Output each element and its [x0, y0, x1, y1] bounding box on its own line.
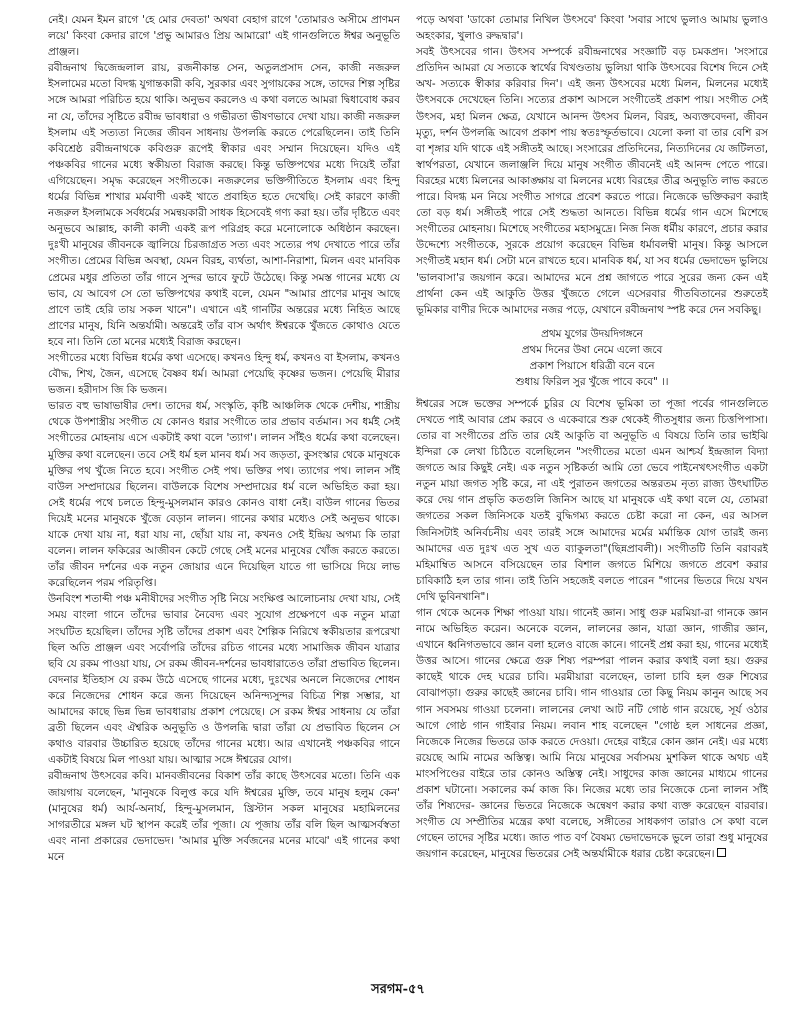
- paragraph: ঈশ্বরের সঙ্গে ভক্তের সম্পর্কে চুরির যে বিশেষ ভূমিকা তা পূজা পর্বের গানগুলিতে দেখতে পাই আবার প্রেম করবে ও একেবারে শুরু থেকেই গীতসুধার জন্য চিত্তপিপাসা। তোর বা সংগীতের প্রতি তার যেই আকুতি বা অনুভূতি এ বিষয়ে তিনি তার ভাইঝি ইন্দিরা কে লেখা চিঠিতে বলেছিলেন "সংগীতের মতো এমন আশ্চর্য ইন্দ্রজাল বিদ্যা জগতে আর কিছুই নেই। এক নতুন সৃষ্টিকর্তা আমি তো ভেবে পাইনেখৎসংগীত একটা নতুন মায়া জগত সৃষ্টি করে, না এই পুরাতন জগতের অন্তরতম নৃত্য রাজ্য উৎঘাটিত করে দেয় গান প্রভৃতি কতগুলি জিনিস আছে যা মানুষকে এই কথা বলে যে, তোমরা জগতের সকল জিনিসকে যতই বুদ্ধিগম্য করতে চেষ্টা করো না কেন, এর আসল জিনিসটাই অনির্বচনীয় এবং তারই সঙ্গে আমাদের মর্মের মর্মান্তিক যোগ তারই জন্য আমাদের এত দুঃখ এত সুখ এত ব্যাকুলতা"(ছিন্নপ্রাবলী)। সংগীতটি তিনি বরাবরই মহিমাম্বিত আসনে বসিয়েছেন তার বিশাল জগতে মিশিয়ে জগতে প্রবেশ করার চাবিকাঠি হল তার গান। তাই তিনি সহজেই বলতে পারেন "গানের ভিতরে দিয়ে যখন দেখি ভুবিনখানি"।: [416, 397, 768, 603]
- poem-line: প্রথম যুগের উদয়দিগঙ্গনে: [541, 327, 643, 340]
- paragraph: সবই উৎসবের গান। উৎসব সম্পর্কে রবীন্দ্রনাথের সংজ্ঞাটি বড় চমকপ্রদ। 'সংসারে প্রতিদিন আমরা যে সত্যকে স্বার্থের বিখণ্ডতায় ভুলিয়া থাকি উৎসবের বিশেষ দিনে সেই অখ- সত্যকে স্বীকার করিবার দিন'। এই জন্য উৎসবের মধ্যে মিলন, মিলনের মধ্যেই উৎসবকে দেখেছেন তিনি। সত্যের প্রকাশ আসলে সংগীতেই প্রকাশ পায়। সংগীত সেই উৎসব, মহা মিলন ক্ষেত্র, যেখানে আনন্দ উৎসব মিলন, বিরহ, অব্যক্তবেদনা, জীবন মৃত্যু, দর্শন উপলব্ধি আবেগ প্রকাশ পায় স্বতঃস্ফূর্তভাবে। যেলো কলা বা তার বেশি রস বা শৃঙ্গার যদি থাকে এই সঙ্গীতই আছে। সংসারের প্রতিদিনের, নিত্যদিনের যে জটিলতা, স্বার্থপরতা, যেখানে জলাঞ্জলি দিয়ে মানুষ সংগীত জীবনেই এই আনন্দ পেতে পারে। বিরহের মধ্যে মিলনের আকাঙ্ক্ষায় বা মিলনের মধ্যে বিরহের তীব্র অনুভূতি লাভ করতে পারে। বিদগ্ধ মন নিয়ে সংগীত সাগরে প্রবেশ করতে পারে। নিজেকে ভক্তিকরণ করাই তো বড় ধর্ম। সঙ্গীতই পারে সেই শুদ্ধতা আনতে। বিভিন্ন ধর্মের গান এসে মিশেছে সংগীতের মোহনায়। মিশেছে সংগীতের মহাসমুদ্রে। নিজ নিজ ধর্মীয় কারণে, প্রচার করার উদ্দেশ্যে সংগীতকে, সুরকে প্রয়োগ করেছেন বিভিন্ন ধর্মাবলম্বী মানুষ। কিন্তু আসলে সংগীতই মহান ধর্ম। সেটা মনে রাখতে হবে। মানবিক ধর্ম, যা সব ধর্মের ভেদাভেদ ভুলিয়ে 'ভালবাসা'র জয়গান করে। আমাদের মনে প্রশ্ন জাগতে পারে সুরের জন্য কেন এই প্রার্থনা কেন এই আকুতি উত্তর খুঁজতে গেলে এসেরবার গীতবিতানের শুরুতেই ভূমিকার বাণীর দিকে আমাদের নজর পড়ে, যেখানে রবীন্দ্রনাথ স্পষ্ট করে দেন সবকিছু।: [416, 46, 768, 316]
- paragraph-text: গান থেকে অনেক শিক্ষা পাওয়া যায়। গানেই জ্ঞান। সাধু গুরু মরমিয়া-রা গানকে জ্ঞান নামে অভিহিত করেন। অনেকে বলেন, লালনের জ্ঞান, যাত্রা জ্ঞান, গাজীর জ্ঞান, এখানে ধ্বনিগতভাবে জ্ঞান বলা হলেও বাজে কানে। গানেই প্রশ্ন করা হয়, গানের মধ্যেই উত্তর আসে। গানের ক্ষেত্রে গুরু শিষ্য পরম্পরা পালন করার কথাই বলা হয়। গুরুর কাছেই থাকে দেহ ঘরের চাবি। মরমীয়ারা বলেছেন, তালা চাবি হল গুরু শিষ্যের বোঝাপড়া। গুরুর কাছেই জ্ঞানের চাবি। গান গাওয়ার তো কিছু নিয়ম কানুন আছে সব গান সবসময় গাওয়া চলেনা। লালনের লেখা আট নটি গোষ্ঠ গান রয়েছে, সূর্য ওঠার আগে গোষ্ঠ গান গাইবার নিয়ম। লবান শাহ বলেছেন "গোষ্ঠ হল সাধনের প্রজ্ঞা, নিজেকে নিজের ভিতরে ডাক করতে দেওয়া। দেহের বাইরে কোন জ্ঞান নেই। এর মধ্যে রয়েছে আমি নামের অস্তিত্ব। আমি নিয়ে মানুষের সর্বাসময় মুশকিল থাকে অথচ এই মাংসপিণ্ডের বাইরে তার কোনও অস্তিত্ব নেই। সাধুদের কাজ জ্ঞানের মাধ্যমে গানের প্রকাশ ঘটানো। সকালের কর্ম কাজ কি। নিজের মধ্যে তার নিজেকে চেনা লালন সাঁই তাঁর শিষ্যদের- জ্ঞানের ভিতরে নিজেকে অন্বেষণ করার কথা ব্যক্ত করেছেন বারবার। সংগীত যে সম্প্রীতির মন্ত্রের কথা বলেছে, সঙ্গীতের সাধকগণ তারাও সে কথা বলে গেছেন তাদের সৃষ্টির মধ্যে। জাত পাত বর্ণ বৈষম্য ভেদাভেদকে ভুলে তারা শুধু মানুষের জয়গান করেছেন, মানুষের ভিতরের সেই অন্তর্যামীকে ধরার চেষ্টা করেছেন।: [416, 607, 768, 861]
- paragraph: রবীন্দ্রনাথ উৎসবের কবি। মানবজীবনের বিকাশ তাঁর কাছে উৎসবের মতো। তিনি এক জায়গায় বলেছেন, 'মানুষকে বিলুপ্ত করে যদি ঈশ্বরের মুক্তি, তবে মানুষ হলুম কেন' (মানুষের ধর্ম) আর্য-অনার্য, হিন্দু-মুসলমান, খ্রিস্টান সকল মানুষের মহামিলনের সাগরতীরে মঙ্গল ঘট স্থাপন করেই তাঁর পূজা। যে পূজায় তাঁর বলি ছিল আত্মসর্বস্বতা এবং নানা প্রকারের ভেদাভেদ। 'আমার মুক্তি সর্বজনের মনের মাঝে' এই গানের কথা মনে: [48, 770, 400, 863]
- paragraph: উনবিংশ শতাব্দী পঞ্চ মনীষীদের সংগীত সৃষ্টি নিয়ে সংক্ষিপ্ত আলোচনায় দেখা যায়, সেই সময় বাংলা গানে তাঁদের ভাবার নৈবেদ্য এবং সুযোগ প্রক্ষেপণে এক নতুন মাত্রা সংঘটিত হয়েছিল। তাঁদের সৃষ্টি তাঁদের প্রকাশ এবং শৈল্পিক নিরিখে স্বকীয়তার রূপরেখা ছিল অতি প্রাঞ্জল এবং সর্বোপরি তাঁদের রচিত গানের মধ্যে সামাজিক জীবন যাত্রার ছবি যে রকম পাওয়া যায়, সে রকম জীবন-দর্শনের ভাবধারাতেও তাঁরা প্রভাবিত ছিলেন। বেদনার ইতিহাস যে রকম উঠে এসেছে গানের মধ্যে, দুঃখের অনলে নিজেদের শোধন করে নিজেদের শোধন করে জন্য দিয়েছেন অনিন্দ্যসুন্দর বিচিত্র শিল্প সম্ভার, যা আমাদের কাছে ভিন্ন ভিন্ন ভাবধারায় প্রকাশ পেয়েছে। সে রকম ঈশ্বর সাধনায় যে তাঁরা ব্রতী ছিলেন এবং ঐশ্বরিক অনুভূতি ও উপলব্ধি দ্বারা তাঁরা যে প্রভাবিত ছিলেন সে কথাও বারবার উচ্চারিত হয়েছে তাঁদের গানের মধ্যে। আর এখানেই পঞ্চকবির গানে একটাই বিষয়ে মিল পাওয়া যায়। আত্মার সঙ্গে ঈশ্বরের যোগ।: [48, 593, 400, 767]
- paragraph: পড়ে অথবা 'ডাকো তোমার নিখিল উৎসবে' কিংবা 'সবার সাথে ভুলাও আমায় ভুলাও অহংকার, খুলাও রুদ্ধদ্বার'।: [416, 14, 768, 43]
- right-column: [416, 12, 768, 962]
- paragraph: সংগীতের মধ্যে বিভিন্ন ধর্মের কথা এসেছে। কখনও হিন্দু ধর্ম, কখনও বা ইসলাম, কখনও বৌদ্ধ, শিখ, জৈন, এসেছে বৈষ্ণব ধর্ম। আমরা পেয়েছি কৃষ্ণের ভজন। পেয়েছি মীরার ভজন। হরীদাস জি কি ভজন।: [48, 351, 400, 397]
- paragraph: নেই। যেমন ইমন রাগে 'হে মোর দেবতা' অথবা বেহাগ রাগে 'তোমারও অসীমে প্রাণমন লয়ে' কিংবা কেদার রাগে 'প্রভু আমারও প্রিয় আমারো' এই গানগুলিতে ঈশ্বর অনুভূতি প্রাঞ্জল।: [48, 14, 400, 59]
- page-body: [48, 12, 768, 962]
- left-column: [48, 12, 400, 962]
- paragraph: [416, 605, 768, 863]
- poem-line: প্রকাশ পিয়াসে ধরিত্রী বনে বনে: [529, 359, 655, 372]
- paragraph: ভারত বহু ভাষাভাষীর দেশ। তাদের ধর্ম, সংস্কৃতি, কৃষ্টি আঞ্চলিক থেকে দেশীয়, শাস্ত্রীয় থেকে উপশাস্ত্রীয় সংগীত যে কোনও ধরার সংগীতে তার প্রভাব বর্তমান। সব ধর্মই সেই সংগীতের মোহনায় এসে একটাই কথা বলে 'ত্যাগ'। লালন সাঁইও ধর্মের কথা বলেছেন। মুক্তির কথা বলেছেন। তবে সেই ধর্ম হল মানব ধর্ম। সব জড়তা, কুসংস্কার থেকে মানুষকে মুক্তির পথ খুঁজে নিতে হবে। সংগীত সেই পথ। ভক্তির পথ। ত্যাগের পথ। লালন সাঁই বাউল সম্প্রদায়ের ছিলেন। বাউলকে বিশেষ সম্প্রদায়ের ধর্ম বলে অভিহিত করা হয়। সেই ধর্মের পথে চলতে হিন্দু-মুসলমান কারও কোনও বাধা নেই। বাউল গানের ভিতর দিয়েই মনের মানুষকে খুঁজে বেড়ান লালন। গানের কথার মধ্যেও সেই অনুভব থাকে। যাকে দেখা যায় না, ধরা যায় না, ছোঁয়া যায় না, কখনও সেই ইন্দ্রিয় অগম্য কি তারা বলেন। লালন ফকিরের আজীবন কেটে গেছে সেই মনের মানুষের খোঁজ করতে করতে। তাঁর জীবন দর্শনের এক নতুন জোয়ার এনে দিয়েছিল যাতে গা ভাসিয়ে দিয়ে লাভ করেছিলেন পরম পরিতৃপ্তি।: [48, 400, 400, 590]
- poem-quote: [416, 326, 768, 390]
- poem-line: শুধায় ফিরিল সুর খুঁজে পাবে কবে" ।।: [515, 375, 669, 388]
- page-footer: সরগম-৫৭: [371, 982, 425, 997]
- paragraph: রবীন্দ্রনাথ দ্বিজেন্দ্রলাল রায়, রজনীকান্ত সেন, অতুলপ্রসাদ সেন, কাজী নজরুল ইসলামের মতো বিদগ্ধ যুগান্তকারী কবি, সুরকার এবং সুগায়কের সঙ্গে, তাদের শিল্প সৃষ্টির সঙ্গে আমরা পরিচিত হয়ে থাকি। অনুভব করলেও এ কথা বলতে আমরা দ্বিধাবোধ করব না যে, তাঁদের সৃষ্টিতে রবীন্দ্র ভাবধারা ও গভীরতা ভীষণভাবে দেখা যায়। কাজী নজরুল ইসলাম এই সত্যতা নিজের জীবন সাধনায় উপলব্ধি করতে পেরেছিলেন। তাই তিনি কবিশ্রেষ্ঠ রবীন্দ্রনাথকে কবিগুরু রূপেই স্বীকার এবং সম্মান দিয়েছেন। যদিও এই পঞ্চকবির গানের মধ্যে স্বকীয়তা বিরাজ করছে। কিন্তু ভক্তিপথের মধ্যে দিয়েই তাঁরা এগিয়েছেন। সমৃদ্ধ করেছেন সংগীতকে। নজরুলের ভক্তিগীতিতে ইসলাম এবং হিন্দু ধর্মের বিভিন্ন শাখার মর্মবাণী একই খাতে প্রবাহিত হতে দেখেছি। সেই কারণে কাজী নজরুল ইসলামকে সর্বধর্মের সমন্বয়কারী সাধক হিসেবেই গণ্য করা হয়। তাঁর দৃষ্টিতে এবং অনুভবে আল্লাহ, কালী কালী একই রূপ পরিগ্রহ করে মনোলোকে অধিষ্ঠান করছেন। দুঃখী মানুষের জীবনকে জ্বালিয়ে চিরজাগ্রত সত্য এবং সত্যের পথ দেখাতে পারে তাঁর সংগীত। প্রেমের বিভিন্ন অবস্থা, যেমন বিরহ, ব্যর্থতা, আশা-নিরাশা, মিলন এবং মানবিক প্রেমের মধুর প্রতিতা তাঁর গানে সুন্দর ভাবে ফুটে উঠেছে। কিন্তু সমস্ত গানের মধ্যে যে ভাব, যে আবেগ সে তো ভক্তিপথের কথাই বলে, যেমন "আমার প্রাণের মানুষ আছে প্রাণে তাই হেরি তায় সকল খানে"। এখানে এই গানটির অন্তরের মধ্যে নিহিত আছে প্রাণের মানুষ, যিনি অন্তর্যামী। অন্তরেই তাঁর বাস অর্থাৎ ঈশ্বরকে খুঁজতে কোথাও যেতে হবে না। তিনি তো মনের মধ্যেই বিরাজ করছেন।: [48, 62, 400, 348]
- poem-line: প্রথম দিনের উষা নেমে এলো জবে: [521, 343, 663, 356]
- end-mark-icon: [717, 848, 726, 857]
